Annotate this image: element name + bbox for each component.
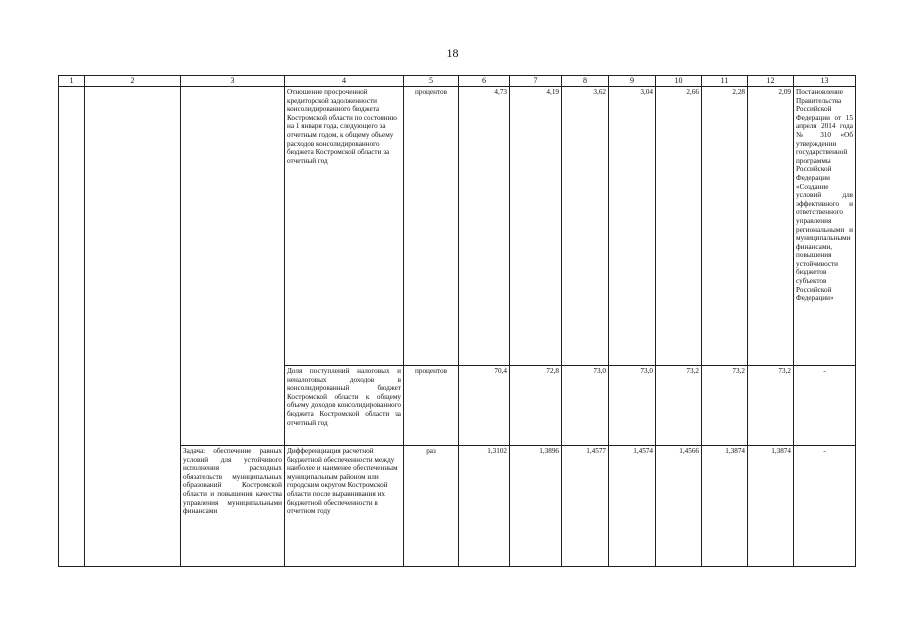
column-header: 12 bbox=[748, 76, 794, 87]
value-cell: 3,04 bbox=[609, 87, 656, 366]
value-cell: 73,2 bbox=[702, 366, 748, 446]
value-cell: 4,73 bbox=[459, 87, 510, 366]
value-cell: 1,3102 bbox=[459, 446, 510, 567]
value-cell: 70,4 bbox=[459, 366, 510, 446]
value-cell: 1,4577 bbox=[562, 446, 609, 567]
column-header: 5 bbox=[404, 76, 459, 87]
column-header: 8 bbox=[562, 76, 609, 87]
column-header: 2 bbox=[85, 76, 181, 87]
task-cell: Задача: обеспечение равных условий для устойчивого исполнения расходных обязательств муниципальных образований Костромской области и повышения качества управления муниципальными финансами bbox=[181, 446, 285, 567]
unit-cell: раз bbox=[404, 446, 459, 567]
value-cell: 3,62 bbox=[562, 87, 609, 366]
value-cell: 73,0 bbox=[609, 366, 656, 446]
column-number-row bbox=[59, 76, 856, 87]
value-cell: 73,2 bbox=[656, 366, 702, 446]
value-cell: 2,66 bbox=[656, 87, 702, 366]
page-number: 18 bbox=[446, 46, 459, 60]
value-cell: 1,4574 bbox=[609, 446, 656, 567]
indicator-name: Отношение просроченной кредиторской задолженности консолидированного бюджета Костромской области по состоянию на 1 января года, следующего за отчетным годом, к общему объему расходов консолидированного бюджета Костромской области за отчетный год bbox=[285, 87, 404, 366]
value-cell: 72,8 bbox=[510, 366, 562, 446]
value-cell: 2,09 bbox=[748, 87, 794, 366]
task-cell bbox=[181, 87, 285, 446]
column-header: 1 bbox=[59, 76, 85, 87]
empty-cell bbox=[59, 87, 85, 567]
column-header: 3 bbox=[181, 76, 285, 87]
source-cell: Постановление Правительства Российской Федерации от 15 апреля 2014 года № 310 «Об утверждении государственной программы Российской Федерации «Создание условий для эффективного и ответственного управления региональными и муниципальными финансами, повышения устойчивости бюджетов субъектов Российской Федерации» bbox=[794, 87, 856, 366]
value-cell: 1,3874 bbox=[748, 446, 794, 567]
indicator-name: Доля поступлений налоговых и неналоговых доходов в консолидированный бюджет Костромской области к общему объему доходов консолидированного бюджета Костромской области за отчетный год bbox=[285, 366, 404, 446]
column-header: 13 bbox=[794, 76, 856, 87]
column-header: 7 bbox=[510, 76, 562, 87]
indicator-name: Дифференциация расчетной бюджетной обеспеченности между наиболее и наименее обеспеченным муниципальным районом или городским округом Костромской области после выравнивания их бюджетной обеспеченности в отчетном году bbox=[285, 446, 404, 567]
column-header: 11 bbox=[702, 76, 748, 87]
value-cell: 73,2 bbox=[748, 366, 794, 446]
value-cell: 1,4566 bbox=[656, 446, 702, 567]
indicators-table bbox=[58, 75, 856, 567]
empty-cell bbox=[85, 87, 181, 567]
column-header: 4 bbox=[285, 76, 404, 87]
column-header: 10 bbox=[656, 76, 702, 87]
column-header: 6 bbox=[459, 76, 510, 87]
value-cell: 4,19 bbox=[510, 87, 562, 366]
value-cell: 2,28 bbox=[702, 87, 748, 366]
unit-cell: процентов bbox=[404, 366, 459, 446]
column-header: 9 bbox=[609, 76, 656, 87]
value-cell: 73,0 bbox=[562, 366, 609, 446]
unit-cell: процентов bbox=[404, 87, 459, 366]
source-cell: - bbox=[794, 446, 856, 567]
value-cell: 1,3874 bbox=[702, 446, 748, 567]
value-cell: 1,3896 bbox=[510, 446, 562, 567]
table-row bbox=[59, 87, 856, 366]
source-cell: - bbox=[794, 366, 856, 446]
